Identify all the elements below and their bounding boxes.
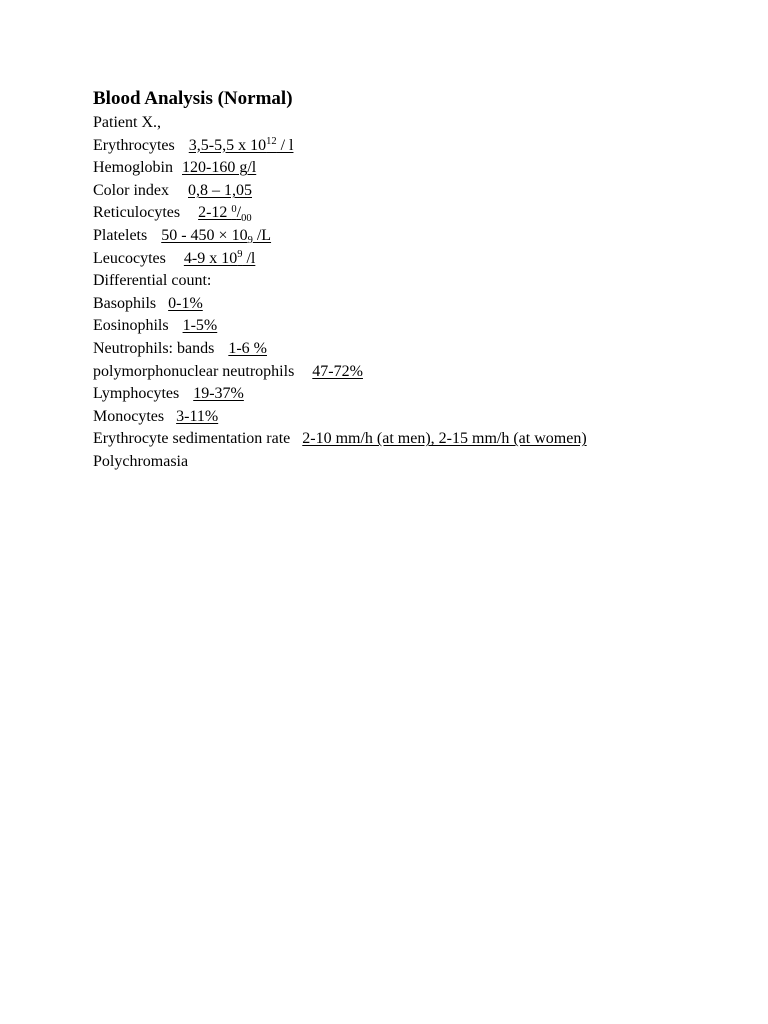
lymphocytes-row <box>93 383 733 406</box>
hemoglobin-row <box>93 157 733 180</box>
eosinophils-value: 1-5% <box>182 317 218 335</box>
platelets-sub: 9 <box>247 235 253 247</box>
reticulocytes-value <box>198 203 252 224</box>
document-body <box>93 86 733 474</box>
erythrocytes-base: 3,5-5,5 x 10 <box>188 136 267 154</box>
hemoglobin-value: 120-160 g/l <box>182 159 257 177</box>
basophils-row <box>93 293 733 316</box>
platelets-unit: /L <box>252 226 272 244</box>
hemoglobin-label: Hemoglobin <box>93 159 173 177</box>
color-index-row <box>93 180 733 203</box>
leucocytes-row <box>93 248 733 271</box>
patient-line: Patient X., <box>93 114 161 131</box>
platelets-row <box>93 225 733 248</box>
pmn-neutrophils-value: 47-72% <box>312 362 363 380</box>
neutrophils-bands-row <box>93 338 733 361</box>
reticulocytes-base: 2-12 <box>198 204 232 222</box>
monocytes-value: 3-11% <box>176 407 219 425</box>
eosinophils-row <box>93 315 733 338</box>
basophils-label: Basophils <box>93 294 157 312</box>
esr-value: 2-10 mm/h (at men), 2-15 mm/h (at women) <box>302 430 587 448</box>
leucocytes-value <box>184 250 255 267</box>
erythrocytes-exponent: 12 <box>266 135 277 147</box>
neutrophils-bands-label: Neutrophils: bands <box>93 339 215 357</box>
lymphocytes-value: 19-37% <box>193 385 244 403</box>
erythrocytes-label: Erythrocytes <box>93 136 175 154</box>
pmn-neutrophils-row <box>93 361 733 384</box>
monocytes-row <box>93 406 733 429</box>
erythrocytes-value <box>189 137 294 154</box>
lymphocytes-label: Lymphocytes <box>93 385 180 403</box>
platelets-base: 50 - 450 × 10 <box>161 226 248 244</box>
differential-count-heading: Differential count: <box>93 272 212 290</box>
pmn-neutrophils-label: polymorphonuclear neutrophils <box>93 362 295 380</box>
reticulocytes-label: Reticulocytes <box>93 204 181 222</box>
reticulocytes-sup: 0 <box>231 203 237 215</box>
monocytes-label: Monocytes <box>93 407 165 425</box>
erythrocytes-unit: / l <box>276 136 294 154</box>
erythrocytes-row <box>93 135 733 158</box>
leucocytes-label: Leucocytes <box>93 249 166 267</box>
reticulocytes-sub: 00 <box>241 212 252 224</box>
basophils-value: 0-1% <box>168 294 203 312</box>
document-title: Blood Analysis (Normal) <box>93 88 293 109</box>
reticulocytes-slash: / <box>236 204 242 222</box>
esr-row <box>93 428 733 451</box>
eosinophils-label: Eosinophils <box>93 317 169 335</box>
platelets-label: Platelets <box>93 226 148 244</box>
color-index-value: 0,8 – 1,05 <box>188 181 252 199</box>
color-index-label: Color index <box>93 181 169 199</box>
leucocytes-unit: /l <box>242 249 256 267</box>
polychromasia-line: Polychromasia <box>93 452 189 470</box>
leucocytes-base: 4-9 x 10 <box>183 249 238 267</box>
esr-label: Erythrocyte sedimentation rate <box>93 430 291 448</box>
leucocytes-exponent: 9 <box>237 248 243 260</box>
platelets-value <box>161 226 272 247</box>
neutrophils-bands-value: 1-6 % <box>228 339 267 357</box>
reticulocytes-row <box>93 202 733 225</box>
